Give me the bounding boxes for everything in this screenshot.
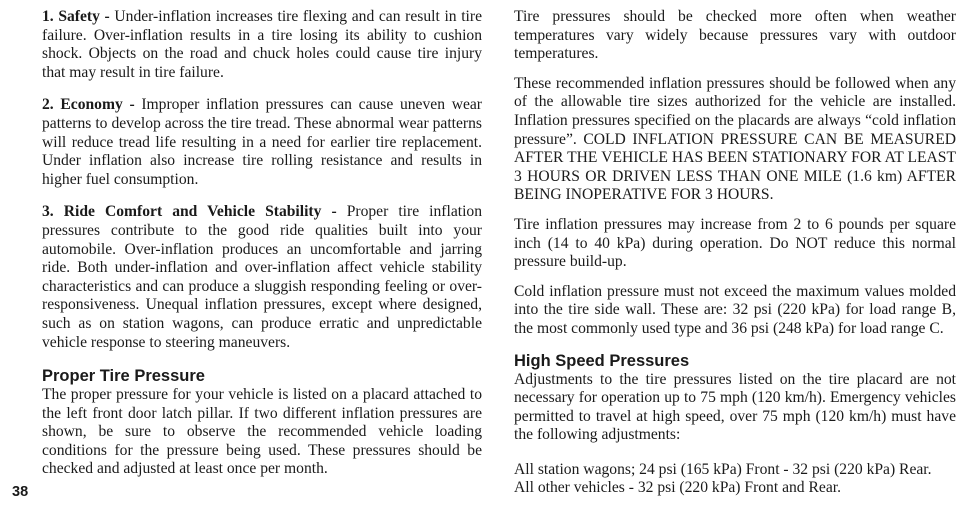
page-number: 38 [12,484,29,500]
other-vehicles-line: All other vehicles - 32 psi (220 kPa) Front and Rear. [514,479,841,497]
safety-text: Under-inflation increases tire flexing and can result in tire failure. Over-inflation results in a tire losing its ability to cushion shock. Objects on the road and chuck holes could cause tire injury that may result in tire failure. [42,8,482,81]
safety-paragraph [42,8,482,82]
pressure-increase-paragraph: Tire inflation pressures may increase from 2 to 6 pounds per square inch (14 to 40 kPa) during operation. Do NOT reduce this normal pressure build-up. [514,215,956,271]
high-speed-paragraph: Adjustments to the tire pressures listed on the tire placard are not necessary for operation up to 75 mph (120 km/h). Emergency vehicles permitted to travel at high speed, over 75 mph (120 km/h) must have the following adjustments: [514,370,956,444]
ride-comfort-lead: 3. Ride Comfort and Vehicle Stability - [42,203,337,221]
ride-comfort-paragraph [42,203,482,352]
right-column [514,8,956,498]
recommended-pressures-paragraph: These recommended inflation pressures should be followed when any of the allowable tire sizes authorized for the vehicle are installed. Inflation pressures specified on the placards are always “cold inflation pressure”. COLD INFLATION PRESSURE CAN BE MEASURED AFTER THE VEHICLE HAS BEEN STATIONARY FOR AT LEAST 3 HOURS OR DRIVEN LESS THAN ONE MILE (1.6 km) AFTER BEING INOPERATIVE FOR 3 HOURS. [514,74,956,204]
max-values-paragraph: Cold inflation pressure must not exceed the maximum values molded into the tire side wall. These are: 32 psi (220 kPa) for load range B, the most commonly used type and 36 psi (248 kPa) for load range C. [514,282,956,337]
station-wagons-line: All station wagons; 24 psi (165 kPa) Front - 32 psi (220 kPa) Rear. [514,460,932,478]
economy-paragraph [42,96,482,189]
weather-paragraph: Tire pressures should be checked more often when weather temperatures vary widely because pressures vary with outdoor temperatures. [514,8,956,63]
proper-tire-pressure-paragraph: The proper pressure for your vehicle is listed on a placard attached to the left front door latch pillar. If two different inflation pressures are shown, be sure to observe the recommended vehicle loading conditions for the pressure being used. These pressures should be checked and adjusted at least once per month. [42,386,482,478]
proper-tire-pressure-heading: Proper Tire Pressure [42,367,205,386]
economy-text: Improper inflation pressures can cause uneven wear patterns to develop across the tire tread. These abnormal wear patterns will reduce tread life resulting in a need for earlier tire replacement. Under inflation also increase tire rolling resistance and results in higher fuel consumption. [42,96,482,188]
economy-lead: 2. Economy - [42,96,135,114]
left-column [42,8,482,479]
ride-comfort-text: Proper tire inflation pressures contribute to the good ride qualities built into your automobile. Over-inflation produces an uncomfortable and jarring ride. Both under-inflation and over-inflation affect vehicle stability characteristics and can produce a sluggish responding feeling or over-responsiveness. Unequal inflation pressures, except where designed, such as on station wagons, can produce erratic and unpredictable vehicle response to steering maneuvers. [42,203,482,351]
high-speed-pressures-heading: High Speed Pressures [514,351,690,370]
safety-lead: 1. Safety - [42,8,110,25]
